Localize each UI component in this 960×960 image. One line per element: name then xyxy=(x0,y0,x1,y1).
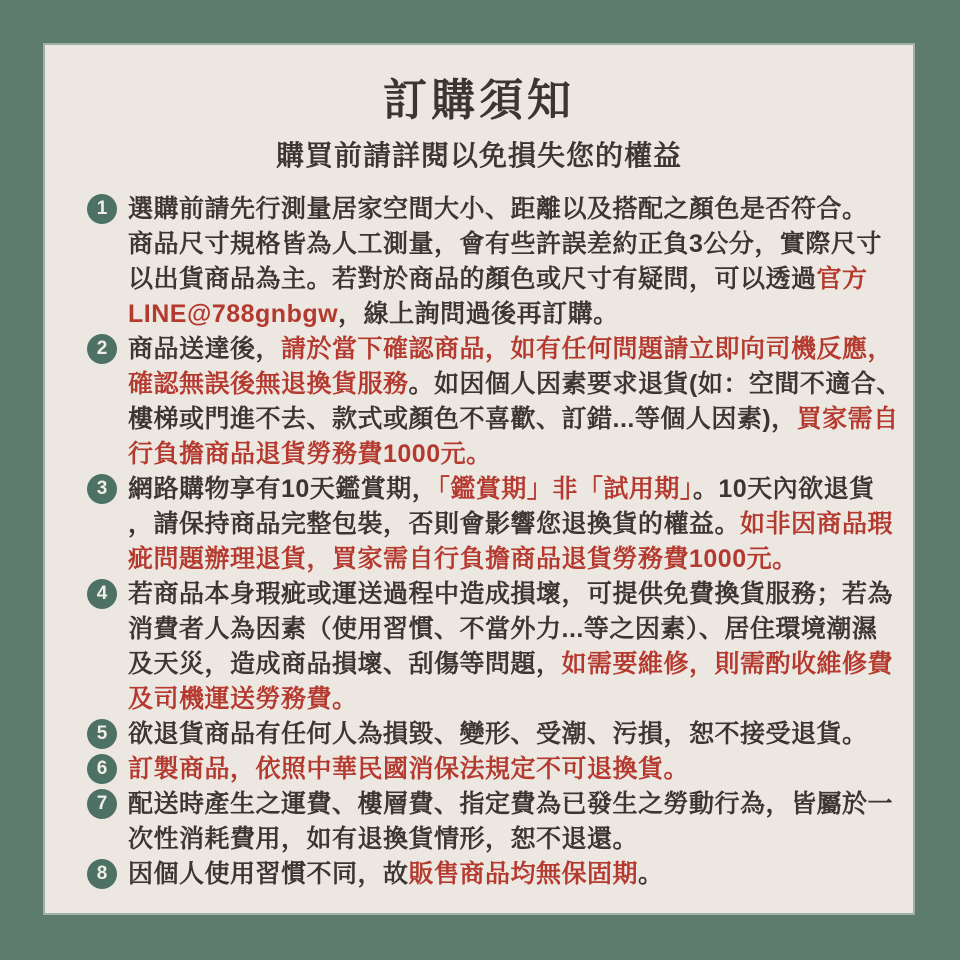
text-line xyxy=(128,752,893,787)
highlight-text: 如需要維修，則需酌收維修費 xyxy=(561,650,894,678)
body-text: 欲退貨商品有任何人為損毀、變形、受潮、污損，恕不接受退貨。 xyxy=(128,720,868,748)
item-number-badge: 6 xyxy=(87,754,117,784)
highlight-text: 疵問題辦理退貨，買家需自行負擔商品退貨勞務費1000元。 xyxy=(128,545,798,573)
notice-item-1 xyxy=(87,192,893,332)
item-number-badge: 7 xyxy=(87,789,117,819)
highlight-text: 如非因商品瑕 xyxy=(740,510,894,538)
highlight-text: 「鑑賞期」非「試用期」 xyxy=(437,475,693,503)
item-text xyxy=(128,577,893,717)
item-number-badge: 5 xyxy=(87,719,117,749)
text-line xyxy=(128,297,893,332)
text-line xyxy=(128,192,893,227)
body-text: 消費者人為因素（使用習慣、不當外力...等之因素）、居住環境潮濕 xyxy=(128,615,878,643)
body-text: 商品尺寸規格皆為人工測量，會有些許誤差約正負3公分，實際尺寸 xyxy=(128,230,882,258)
body-text: 若商品本身瑕疵或運送過程中造成損壞，可提供免費換貨服務；若為 xyxy=(128,580,894,608)
item-number-badge: 3 xyxy=(87,474,117,504)
body-text: 網路購物享有10天鑑賞期， xyxy=(128,475,438,503)
text-line xyxy=(128,612,893,647)
body-text: 次性消耗費用，如有退換貨情形，恕不退還。 xyxy=(128,825,639,853)
text-line xyxy=(128,822,893,857)
item-number-badge: 8 xyxy=(87,859,117,889)
highlight-text: 確認無誤後無退換貨服務 xyxy=(128,370,409,398)
notice-list xyxy=(45,192,913,892)
notice-card xyxy=(45,45,913,913)
text-line xyxy=(128,332,893,367)
highlight-text: 訂製商品，依照中華民國消保法規定不可退換貨。 xyxy=(128,755,690,783)
text-line xyxy=(128,367,902,402)
item-number-badge: 1 xyxy=(87,194,117,224)
body-text: 以出貨商品為主。若對於商品的顏色或尺寸有疑問，可以透過 xyxy=(128,265,817,293)
text-line xyxy=(128,437,893,472)
text-line xyxy=(128,577,893,612)
notice-item-2 xyxy=(87,332,902,472)
text-line xyxy=(128,542,893,577)
body-text: 選購前請先行測量居家空間大小、距離以及搭配之顏色是否符合。 xyxy=(128,195,868,223)
body-text: 。 xyxy=(638,860,664,888)
body-text: 樓梯或門進不去、款式或顏色不喜歡、訂錯...等個人因素)， xyxy=(128,405,797,433)
body-text: ，請保持商品完整包裝，否則會影響您退換貨的權益。 xyxy=(128,510,741,538)
body-text: 商品送達後， xyxy=(128,335,282,363)
item-number-badge: 2 xyxy=(87,334,117,364)
notice-item-4 xyxy=(87,577,893,717)
item-text xyxy=(128,472,893,577)
notice-item-8 xyxy=(87,857,893,892)
highlight-text: 官方 xyxy=(816,265,868,293)
text-line xyxy=(128,507,893,542)
body-text: 及天災，造成商品損壞、刮傷等問題， xyxy=(128,650,562,678)
page-title: 訂購須知 xyxy=(383,76,575,125)
item-text xyxy=(128,717,893,752)
text-line xyxy=(128,682,893,717)
notice-item-5 xyxy=(87,717,893,752)
item-number-badge: 4 xyxy=(87,579,117,609)
text-line xyxy=(128,402,899,437)
page-subtitle: 購買前請詳閱以免損失您的權益 xyxy=(275,140,682,171)
text-line xyxy=(128,717,893,752)
notice-item-7 xyxy=(87,787,893,857)
body-text: 因個人使用習慣不同，故 xyxy=(128,860,409,888)
body-text: 。如因個人因素要求退貨(如：空間不適合、 xyxy=(408,370,902,398)
item-text xyxy=(128,192,893,332)
body-text: ，線上詢問過後再訂購。 xyxy=(338,300,619,328)
item-text xyxy=(128,787,893,857)
highlight-text: 請於當下確認商品，如有任何問題請立即向司機反應， xyxy=(281,335,894,363)
text-line xyxy=(128,857,893,892)
highlight-text: 販售商品均無保固期 xyxy=(408,860,639,888)
highlight-text: 買家需自 xyxy=(796,405,899,433)
body-text: 配送時產生之運費、樓層費、指定費為已發生之勞動行為，皆屬於一 xyxy=(128,790,894,818)
item-text xyxy=(128,752,893,787)
text-line xyxy=(128,227,893,262)
item-text xyxy=(128,857,893,892)
body-text: 。10天內欲退貨 xyxy=(692,475,875,503)
text-line xyxy=(128,262,893,297)
highlight-text: 及司機運送勞務費。 xyxy=(128,685,358,713)
text-line xyxy=(128,787,893,822)
notice-item-3 xyxy=(87,472,893,577)
text-line xyxy=(128,472,893,507)
highlight-text: LINE@788gnbgw xyxy=(128,300,339,328)
highlight-text: 行負擔商品退貨勞務費1000元。 xyxy=(128,440,492,468)
item-text xyxy=(128,332,902,472)
notice-item-6 xyxy=(87,752,893,787)
text-line xyxy=(128,647,893,682)
